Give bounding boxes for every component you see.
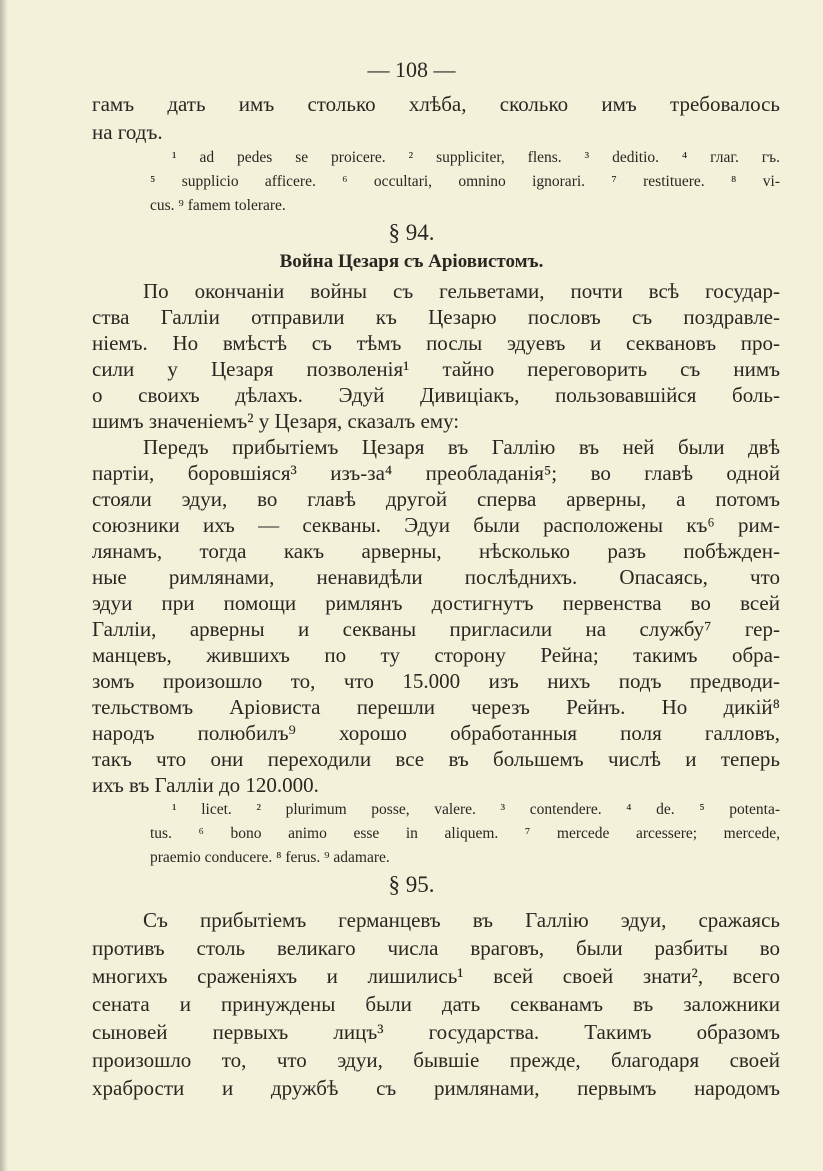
text-line: народъ полюбилъ⁹ хорошо обработанныя поля галловъ, (92, 721, 780, 745)
section-94-title: Война Цезаря съ Аріовистомъ. (279, 251, 544, 272)
text-line: партіи, боровшіяся³ изъ-за⁴ преобладанія⁵; во главѣ одной (92, 461, 780, 485)
text-line: ихъ въ Галліи до 120.000. (92, 773, 319, 797)
text-line: сыновей первыхъ лицъ³ государства. Такимъ образомъ (92, 1020, 780, 1044)
text-line: гамъ дать имъ столько хлѣба, сколько имъ требовалось (92, 92, 780, 116)
text-line: Галліи, арверны и секваны пригласили на службу⁷ гер- (92, 617, 780, 641)
text-line: зомъ произошло то, что 15.000 изъ нихъ подъ предводи- (92, 669, 780, 693)
text-line: Съ прибытіемъ германцевъ въ Галлію эдуи, сражаясь (143, 908, 780, 932)
footnote-line: ⁵ supplicio afficere. ⁶ occultari, omnino ignorari. ⁷ restituere. ⁸ vi- (150, 173, 780, 190)
text-line: такъ что они переходили все въ большемъ числѣ и теперь (92, 747, 780, 771)
text-line: произошло то, что эдуи, бывшіе прежде, благодаря своей (92, 1048, 780, 1072)
footnote-line: praemio conducere. ⁸ ferus. ⁹ adamare. (150, 849, 390, 866)
footnote-line: ¹ licet. ² plurimum posse, valere. ³ contendere. ⁴ de. ⁵ potenta- (172, 801, 780, 818)
text-line: манцевъ, жившихъ по ту сторону Рейна; такимъ обра- (92, 643, 780, 667)
text-line: многихъ сраженіяхъ и лишились¹ всей своей знати², всего (92, 964, 780, 988)
text-line: противъ столь великаго числа враговъ, были разбиты во (92, 936, 780, 960)
text-line: ства Галліи отправили къ Цезарю пословъ съ поздравле- (92, 305, 780, 329)
text-line: о своихъ дѣлахъ. Эдуй Дивиціакъ, пользовавшійся боль- (92, 383, 780, 407)
text-line: союзники ихъ — секваны. Эдуи были расположены къ⁶ рим- (92, 513, 780, 537)
footnote-line: ¹ ad pedes se proicere. ² suppliciter, flens. ³ deditio. ⁴ глаг. гъ. (172, 149, 780, 166)
text-line: ніемъ. Но вмѣстѣ съ тѣмъ послы эдуевъ и секвановъ про- (92, 331, 780, 355)
footnote-line: tus. ⁶ bono animo esse in aliquem. ⁷ mercede arcessere; mercede, (150, 825, 780, 842)
page-number: — 108 — (367, 57, 456, 82)
footnote-line: cus. ⁹ famem tolerare. (150, 197, 286, 214)
text-line: на годъ. (92, 120, 163, 144)
text-line: сили у Цезаря позволенія¹ тайно переговорить съ нимъ (92, 357, 780, 381)
text-line: По окончаніи войны съ гельветами, почти всѣ государ- (143, 279, 780, 303)
text-line: Передъ прибытіемъ Цезаря въ Галлію въ ней были двѣ (143, 435, 780, 459)
text-line: храбрости и дружбѣ съ римлянами, первымъ народомъ (92, 1076, 780, 1100)
text-line: стояли эдуи, во главѣ другой сперва арверны, а потомъ (92, 487, 780, 511)
text-line: тельствомъ Аріовиста перешли черезъ Рейнъ. Но дикій⁸ (92, 695, 780, 719)
section-95-number: § 95. (388, 872, 435, 897)
text-line: ные римлянами, ненавидѣли послѣднихъ. Опасаясь, что (92, 565, 780, 589)
text-line: эдуи при помощи римлянъ достигнутъ первенства во всей (92, 591, 780, 615)
text-line: лянамъ, тогда какъ арверны, нѣсколько разъ побѣжден- (92, 539, 780, 563)
text-line: сената и принуждены были дать секванамъ въ заложники (92, 992, 780, 1016)
text-line: шимъ значеніемъ² у Цезаря, сказалъ ему: (92, 409, 460, 433)
section-94-number: § 94. (388, 220, 435, 245)
